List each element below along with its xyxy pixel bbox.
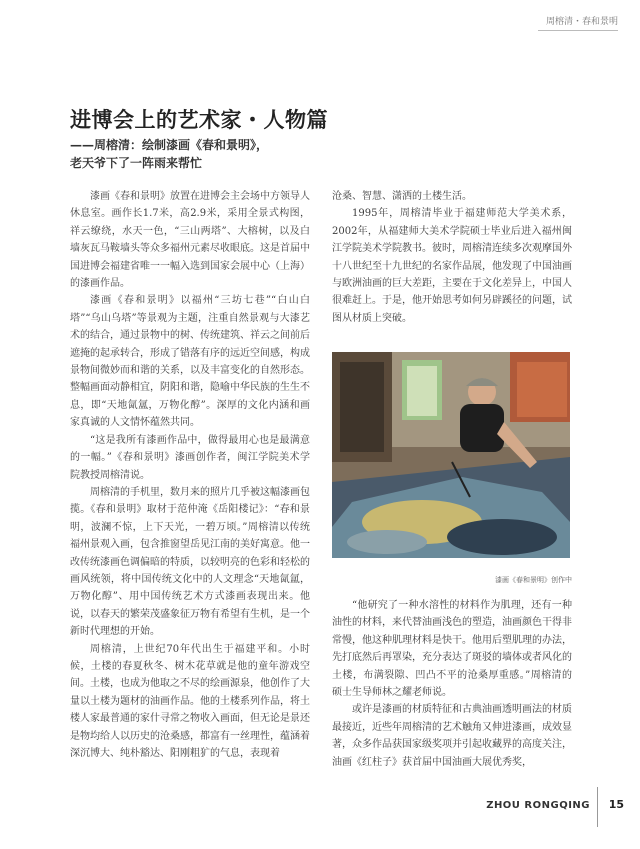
page-number: 15 [608,798,624,811]
footer-artist-name: ZHOU RONGQING [486,800,590,811]
subtitle-line-1: ——周榕清：绘制漆画《春和景明》， [70,138,269,152]
left-column [70,188,310,762]
header-divider [538,30,618,31]
photo-caption: 漆画《春和景明》创作中 [495,576,572,584]
subtitle-line-2: 老天爷下了一阵雨来帮忙 [70,156,203,170]
article-title: 进博会上的艺术家・人物篇 [70,108,328,132]
paragraph: 漆画《春和景明》放置在进博会主会场中方领导人休息室。画作长1.7米，高2.9米，采用全景式构图，祥云缭绕，水天一色，“三山两塔”、大榕树，以及白墙灰瓦马鞍墙头等众多福州元素尽收眼底。这是首届中国进博会福建省唯一一幅入选到国家会展中心（上海）的漆画作品。 [70,191,310,290]
running-header: 周榕清・春和景明 [545,17,618,27]
paragraph: 周榕清的手机里，数月来的照片几乎被这幅漆画包揽。《春和景明》取材于范仲淹《岳阳楼记》：“春和景明，波澜不惊，上下天光，一碧万顷。”周榕清以传统福州景观入画，包含推窗望岳见江南的美好寓意。他一改传统漆画色调偏暗的特质，以较明亮的色彩和轻松的画风统领，将中国传统文化中的人文理念“天地氤氲，万物化醇”、用中国传统艺术方式漆画表现出来。他说，以春天的繁荣茂盛象征万物有希望有生机，是一个新时代理想的开始。 [70,486,310,638]
right-column-top [332,188,572,327]
footer-divider [597,787,598,827]
paragraph: “这是我所有漆画作品中，做得最用心也是最满意的一幅。”《春和景明》漆画创作者，闽江学院美术学院教授周榕清说。 [70,434,310,481]
paragraph: “他研究了一种水溶性的材料作为肌理，还有一种油性的材料，来代替油画浅色的塑造，油画颜色干得非常慢，他这种肌理材料是快干。他用后塑肌理的办法，先打底然后再罩染，充分表达了斑驳的墙体或者风化的土楼，布满裂隙、凹凸不平的沧桑厚重感。”周榕清的硕士生导师林之耀老师说。 [332,600,572,699]
article-subtitle [70,136,268,172]
artist-painting-photo [332,352,570,558]
paragraph: 周榕清，上世纪70年代出生于福建平和。小时候，土楼的春夏秋冬、树木花草就是他的童年游戏空间。土楼，也成为他取之不尽的绘画源泉，他创作了大量以土楼为题材的油画作品。他的土楼系列作品，将土楼人家最普通的家什寻常之物收入画面，但无论是景还是物均给人以历史的沧桑感，都富有一丝理性，蕴涵着深沉博大、纯朴豁达、阳刚粗犷的气息，表现着 [70,643,310,759]
paragraph: 或许是漆画的材质特征和古典油画透明画法的材质最接近，近些年周榕清的艺术触角又伸进漆画，成效显著，众多作品获国家级奖项并引起收藏界的高度关注，油画《红柱子》获首届中国油画大展优秀奖， [332,704,572,768]
photo-illustration [332,352,570,558]
paragraph: 沧桑、智慧、潇洒的土楼生活。 [332,191,472,202]
paragraph: 1995年，周榕清毕业于福建师范大学美术系，2002年，从福建师大美术学院硕士毕业后进入福州闽江学院美术学院教书。彼时，周榕清连续多次观摩国外十八世纪至十九世纪的名家作品展，他发现了中国油画与欧洲油画的巨大差距，主要在于文化差异上，中国人很难赶上。于是，他开始思考如何另辟蹊径的问题，试图从材质上突破。 [332,208,572,324]
right-column-bottom [332,597,572,771]
paragraph: 漆画《春和景明》以福州“三坊七巷”“白山白塔”“乌山乌塔”等景观为主题，注重自然景观与大漆艺术的结合，通过景物中的树、传统建筑、祥云之间前后遮掩的起承转合，形成了错落有序的远近空间感，构成景物间微妙而和谐的关系，以及丰富变化的自然形态。整幅画面动静相宜，阴阳和谐，隐喻中华民族的生生不息，即“天地氤氲，万物化醇”。深厚的文化内涵和画家真诚的人文情怀蕴然共同。 [70,295,310,429]
